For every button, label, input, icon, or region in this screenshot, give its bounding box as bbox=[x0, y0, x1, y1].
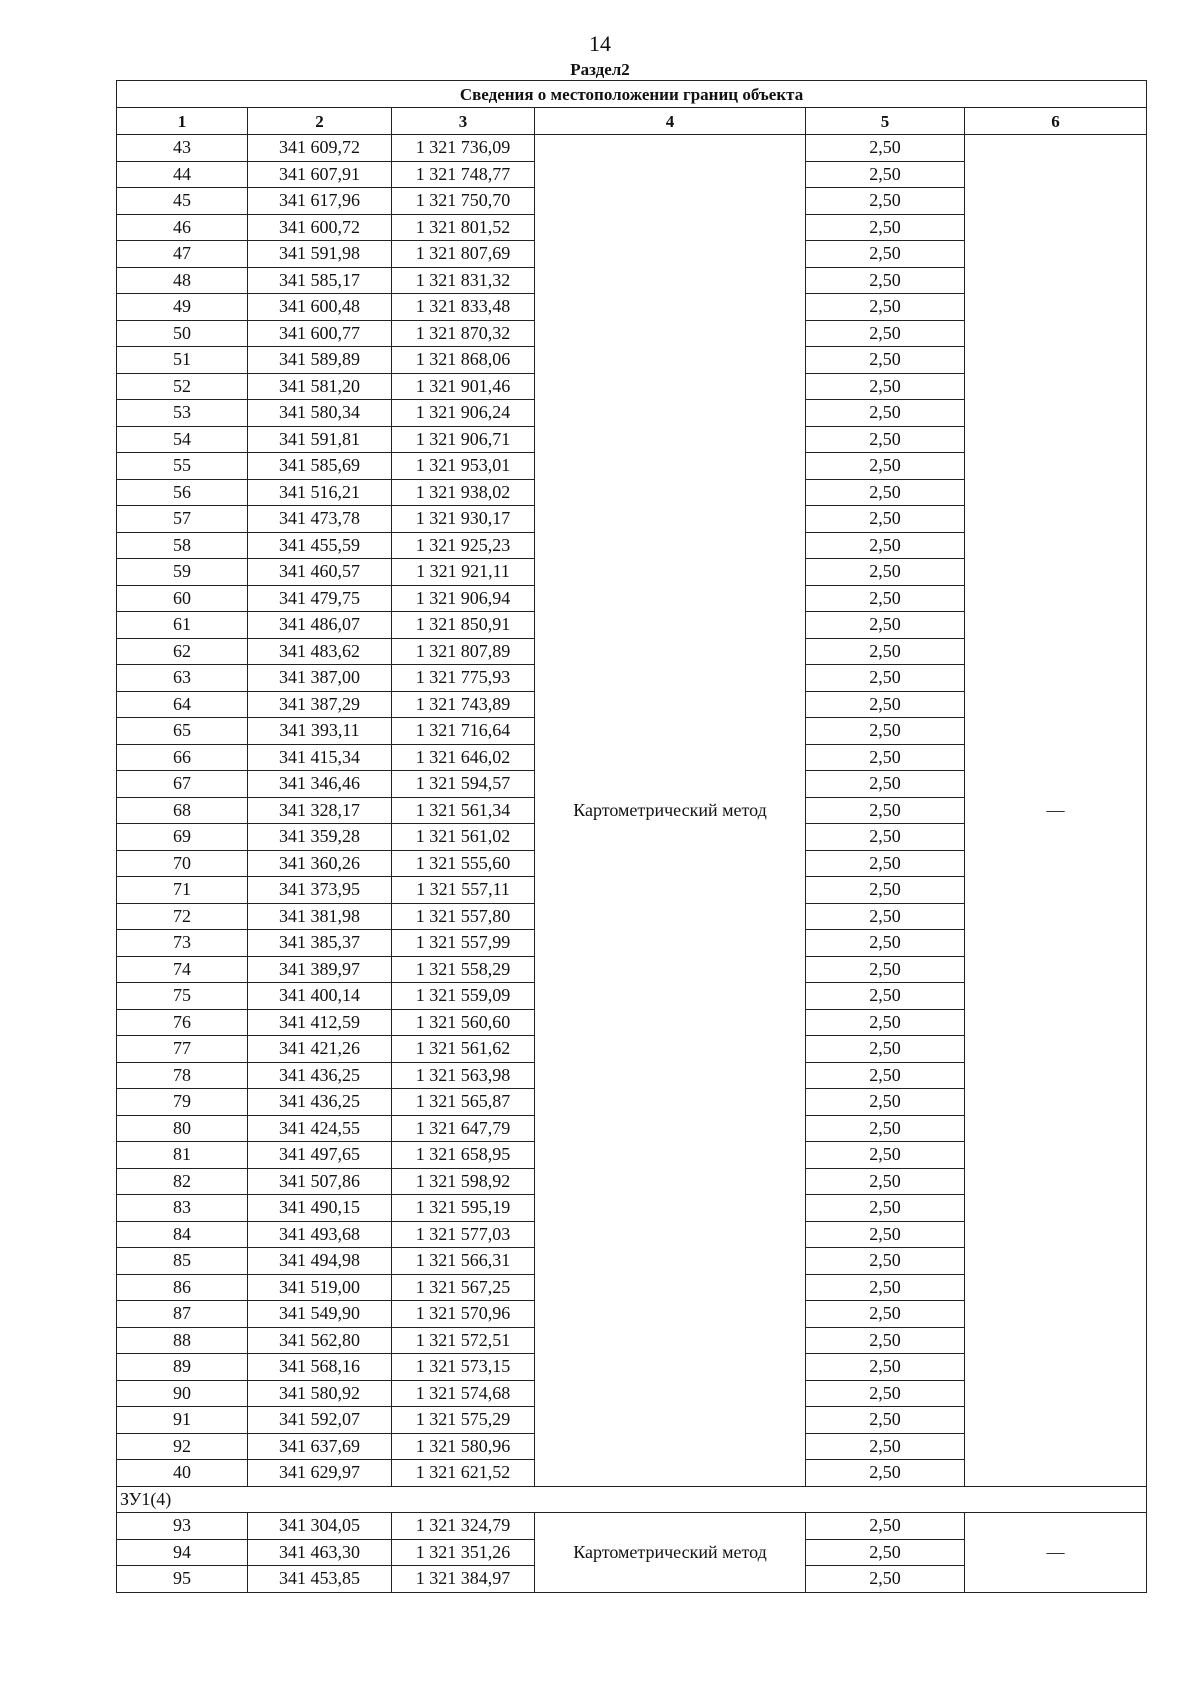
coordinate-y: 1 321 868,06 bbox=[392, 347, 535, 374]
coordinate-y: 1 321 324,79 bbox=[392, 1513, 535, 1540]
accuracy-value: 2,50 bbox=[806, 771, 965, 798]
accuracy-value: 2,50 bbox=[806, 1460, 965, 1487]
coordinate-y: 1 321 563,98 bbox=[392, 1062, 535, 1089]
point-number: 47 bbox=[117, 241, 248, 268]
column6-cell: — bbox=[965, 135, 1147, 1487]
table-caption-row bbox=[117, 81, 1147, 108]
accuracy-value: 2,50 bbox=[806, 1566, 965, 1593]
point-number: 82 bbox=[117, 1168, 248, 1195]
accuracy-value: 2,50 bbox=[806, 453, 965, 480]
coordinate-y: 1 321 559,09 bbox=[392, 983, 535, 1010]
accuracy-value: 2,50 bbox=[806, 585, 965, 612]
accuracy-value: 2,50 bbox=[806, 1354, 965, 1381]
point-number: 60 bbox=[117, 585, 248, 612]
coordinate-y: 1 321 870,32 bbox=[392, 320, 535, 347]
accuracy-value: 2,50 bbox=[806, 1115, 965, 1142]
coordinate-y: 1 321 572,51 bbox=[392, 1327, 535, 1354]
coordinate-y: 1 321 561,62 bbox=[392, 1036, 535, 1063]
accuracy-value: 2,50 bbox=[806, 135, 965, 162]
accuracy-value: 2,50 bbox=[806, 1221, 965, 1248]
point-number: 89 bbox=[117, 1354, 248, 1381]
accuracy-value: 2,50 bbox=[806, 744, 965, 771]
point-number: 64 bbox=[117, 691, 248, 718]
point-number: 49 bbox=[117, 294, 248, 321]
coordinate-y: 1 321 555,60 bbox=[392, 850, 535, 877]
coordinate-x: 341 600,72 bbox=[248, 214, 392, 241]
accuracy-value: 2,50 bbox=[806, 1433, 965, 1460]
coordinate-x: 341 589,89 bbox=[248, 347, 392, 374]
accuracy-value: 2,50 bbox=[806, 877, 965, 904]
point-number: 79 bbox=[117, 1089, 248, 1116]
accuracy-value: 2,50 bbox=[806, 665, 965, 692]
coordinate-y: 1 321 716,64 bbox=[392, 718, 535, 745]
point-number: 67 bbox=[117, 771, 248, 798]
coordinate-x: 341 617,96 bbox=[248, 188, 392, 215]
point-number: 77 bbox=[117, 1036, 248, 1063]
coordinate-x: 341 591,98 bbox=[248, 241, 392, 268]
coordinate-y: 1 321 595,19 bbox=[392, 1195, 535, 1222]
point-number: 56 bbox=[117, 479, 248, 506]
accuracy-value: 2,50 bbox=[806, 824, 965, 851]
coordinate-y: 1 321 906,24 bbox=[392, 400, 535, 427]
coordinate-y: 1 321 930,17 bbox=[392, 506, 535, 533]
coordinate-y: 1 321 953,01 bbox=[392, 453, 535, 480]
coordinate-x: 341 609,72 bbox=[248, 135, 392, 162]
point-number: 95 bbox=[117, 1566, 248, 1593]
point-number: 58 bbox=[117, 532, 248, 559]
accuracy-value: 2,50 bbox=[806, 400, 965, 427]
coordinate-y: 1 321 646,02 bbox=[392, 744, 535, 771]
page-number: 14 bbox=[589, 31, 611, 56]
point-number: 92 bbox=[117, 1433, 248, 1460]
coordinate-y: 1 321 743,89 bbox=[392, 691, 535, 718]
accuracy-value: 2,50 bbox=[806, 214, 965, 241]
coordinate-x: 341 389,97 bbox=[248, 956, 392, 983]
point-number: 75 bbox=[117, 983, 248, 1010]
coordinate-y: 1 321 807,89 bbox=[392, 638, 535, 665]
point-number: 81 bbox=[117, 1142, 248, 1169]
coordinate-y: 1 321 567,25 bbox=[392, 1274, 535, 1301]
accuracy-value: 2,50 bbox=[806, 983, 965, 1010]
method-cell: Картометрический метод bbox=[535, 1513, 806, 1593]
coordinate-x: 341 637,69 bbox=[248, 1433, 392, 1460]
point-number: 74 bbox=[117, 956, 248, 983]
column-header: 3 bbox=[392, 108, 535, 135]
point-number: 48 bbox=[117, 267, 248, 294]
coordinate-y: 1 321 577,03 bbox=[392, 1221, 535, 1248]
coordinates-table-container bbox=[116, 80, 1146, 1593]
coordinate-y: 1 321 748,77 bbox=[392, 161, 535, 188]
point-number: 45 bbox=[117, 188, 248, 215]
accuracy-value: 2,50 bbox=[806, 506, 965, 533]
point-number: 85 bbox=[117, 1248, 248, 1275]
point-number: 43 bbox=[117, 135, 248, 162]
coordinate-x: 341 490,15 bbox=[248, 1195, 392, 1222]
coordinate-x: 341 497,65 bbox=[248, 1142, 392, 1169]
coordinate-x: 341 346,46 bbox=[248, 771, 392, 798]
point-number: 46 bbox=[117, 214, 248, 241]
accuracy-value: 2,50 bbox=[806, 903, 965, 930]
method-cell: Картометрический метод bbox=[535, 135, 806, 1487]
coordinate-x: 341 436,25 bbox=[248, 1062, 392, 1089]
point-number: 71 bbox=[117, 877, 248, 904]
coordinate-y: 1 321 384,97 bbox=[392, 1566, 535, 1593]
coordinate-y: 1 321 736,09 bbox=[392, 135, 535, 162]
point-number: 53 bbox=[117, 400, 248, 427]
point-number: 80 bbox=[117, 1115, 248, 1142]
accuracy-value: 2,50 bbox=[806, 1036, 965, 1063]
section-title: Раздел2 bbox=[570, 60, 630, 79]
accuracy-value: 2,50 bbox=[806, 691, 965, 718]
coordinate-x: 341 415,34 bbox=[248, 744, 392, 771]
coordinate-x: 341 483,62 bbox=[248, 638, 392, 665]
accuracy-value: 2,50 bbox=[806, 532, 965, 559]
coordinate-y: 1 321 906,94 bbox=[392, 585, 535, 612]
coordinate-y: 1 321 580,96 bbox=[392, 1433, 535, 1460]
accuracy-value: 2,50 bbox=[806, 559, 965, 586]
coordinates-table bbox=[116, 80, 1147, 1593]
coordinate-y: 1 321 750,70 bbox=[392, 188, 535, 215]
coordinate-x: 341 580,92 bbox=[248, 1380, 392, 1407]
accuracy-value: 2,50 bbox=[806, 718, 965, 745]
coordinate-y: 1 321 921,11 bbox=[392, 559, 535, 586]
coordinate-x: 341 393,11 bbox=[248, 718, 392, 745]
point-number: 73 bbox=[117, 930, 248, 957]
coordinate-x: 341 453,85 bbox=[248, 1566, 392, 1593]
column-header: 4 bbox=[535, 108, 806, 135]
table-row bbox=[117, 1513, 1147, 1540]
point-number: 68 bbox=[117, 797, 248, 824]
coordinate-y: 1 321 558,29 bbox=[392, 956, 535, 983]
coordinate-x: 341 600,77 bbox=[248, 320, 392, 347]
coordinate-y: 1 321 901,46 bbox=[392, 373, 535, 400]
accuracy-value: 2,50 bbox=[806, 1301, 965, 1328]
column-header: 5 bbox=[806, 108, 965, 135]
coordinate-y: 1 321 575,29 bbox=[392, 1407, 535, 1434]
coordinate-x: 341 304,05 bbox=[248, 1513, 392, 1540]
coordinate-y: 1 321 561,34 bbox=[392, 797, 535, 824]
accuracy-value: 2,50 bbox=[806, 294, 965, 321]
coordinate-x: 341 580,34 bbox=[248, 400, 392, 427]
coordinate-x: 341 385,37 bbox=[248, 930, 392, 957]
point-number: 52 bbox=[117, 373, 248, 400]
point-number: 91 bbox=[117, 1407, 248, 1434]
table-row bbox=[117, 135, 1147, 162]
coordinate-x: 341 373,95 bbox=[248, 877, 392, 904]
coordinate-x: 341 562,80 bbox=[248, 1327, 392, 1354]
coordinate-x: 341 568,16 bbox=[248, 1354, 392, 1381]
table-caption: Сведения о местоположении границ объекта bbox=[117, 81, 1147, 108]
point-number: 65 bbox=[117, 718, 248, 745]
group-label: ЗУ1(4) bbox=[117, 1486, 1147, 1513]
coordinate-x: 341 519,00 bbox=[248, 1274, 392, 1301]
coordinate-y: 1 321 621,52 bbox=[392, 1460, 535, 1487]
point-number: 76 bbox=[117, 1009, 248, 1036]
coordinate-x: 341 360,26 bbox=[248, 850, 392, 877]
coordinate-y: 1 321 938,02 bbox=[392, 479, 535, 506]
coordinate-y: 1 321 557,80 bbox=[392, 903, 535, 930]
coordinate-x: 341 607,91 bbox=[248, 161, 392, 188]
coordinate-x: 341 591,81 bbox=[248, 426, 392, 453]
coordinate-y: 1 321 801,52 bbox=[392, 214, 535, 241]
point-number: 54 bbox=[117, 426, 248, 453]
coordinate-x: 341 328,17 bbox=[248, 797, 392, 824]
accuracy-value: 2,50 bbox=[806, 426, 965, 453]
accuracy-value: 2,50 bbox=[806, 638, 965, 665]
coordinate-x: 341 359,28 bbox=[248, 824, 392, 851]
accuracy-value: 2,50 bbox=[806, 1062, 965, 1089]
point-number: 63 bbox=[117, 665, 248, 692]
accuracy-value: 2,50 bbox=[806, 1407, 965, 1434]
coordinate-x: 341 460,57 bbox=[248, 559, 392, 586]
coordinate-x: 341 424,55 bbox=[248, 1115, 392, 1142]
coordinate-y: 1 321 594,57 bbox=[392, 771, 535, 798]
accuracy-value: 2,50 bbox=[806, 1539, 965, 1566]
coordinate-y: 1 321 574,68 bbox=[392, 1380, 535, 1407]
point-number: 90 bbox=[117, 1380, 248, 1407]
coordinate-y: 1 321 351,26 bbox=[392, 1539, 535, 1566]
coordinate-x: 341 585,17 bbox=[248, 267, 392, 294]
coordinate-y: 1 321 833,48 bbox=[392, 294, 535, 321]
coordinate-y: 1 321 570,96 bbox=[392, 1301, 535, 1328]
accuracy-value: 2,50 bbox=[806, 1327, 965, 1354]
column-header-row bbox=[117, 108, 1147, 135]
coordinate-y: 1 321 925,23 bbox=[392, 532, 535, 559]
coordinate-y: 1 321 557,11 bbox=[392, 877, 535, 904]
accuracy-value: 2,50 bbox=[806, 1274, 965, 1301]
point-number: 55 bbox=[117, 453, 248, 480]
coordinate-x: 341 381,98 bbox=[248, 903, 392, 930]
accuracy-value: 2,50 bbox=[806, 347, 965, 374]
coordinate-x: 341 486,07 bbox=[248, 612, 392, 639]
group-label-row bbox=[117, 1486, 1147, 1513]
column-header: 6 bbox=[965, 108, 1147, 135]
accuracy-value: 2,50 bbox=[806, 956, 965, 983]
coordinate-x: 341 400,14 bbox=[248, 983, 392, 1010]
accuracy-value: 2,50 bbox=[806, 797, 965, 824]
coordinate-x: 341 629,97 bbox=[248, 1460, 392, 1487]
coordinate-y: 1 321 775,93 bbox=[392, 665, 535, 692]
coordinate-x: 341 436,25 bbox=[248, 1089, 392, 1116]
point-number: 70 bbox=[117, 850, 248, 877]
accuracy-value: 2,50 bbox=[806, 1142, 965, 1169]
point-number: 83 bbox=[117, 1195, 248, 1222]
accuracy-value: 2,50 bbox=[806, 1380, 965, 1407]
coordinate-x: 341 421,26 bbox=[248, 1036, 392, 1063]
coordinate-y: 1 321 658,95 bbox=[392, 1142, 535, 1169]
coordinate-x: 341 473,78 bbox=[248, 506, 392, 533]
column-header: 1 bbox=[117, 108, 248, 135]
coordinate-y: 1 321 565,87 bbox=[392, 1089, 535, 1116]
point-number: 88 bbox=[117, 1327, 248, 1354]
coordinate-x: 341 494,98 bbox=[248, 1248, 392, 1275]
point-number: 87 bbox=[117, 1301, 248, 1328]
accuracy-value: 2,50 bbox=[806, 1089, 965, 1116]
coordinate-x: 341 387,29 bbox=[248, 691, 392, 718]
coordinate-y: 1 321 566,31 bbox=[392, 1248, 535, 1275]
coordinate-x: 341 585,69 bbox=[248, 453, 392, 480]
coordinate-x: 341 412,59 bbox=[248, 1009, 392, 1036]
coordinate-y: 1 321 831,32 bbox=[392, 267, 535, 294]
coordinate-x: 341 387,00 bbox=[248, 665, 392, 692]
coordinate-x: 341 549,90 bbox=[248, 1301, 392, 1328]
accuracy-value: 2,50 bbox=[806, 241, 965, 268]
coordinate-x: 341 493,68 bbox=[248, 1221, 392, 1248]
point-number: 72 bbox=[117, 903, 248, 930]
accuracy-value: 2,50 bbox=[806, 188, 965, 215]
point-number: 62 bbox=[117, 638, 248, 665]
accuracy-value: 2,50 bbox=[806, 479, 965, 506]
coordinate-x: 341 516,21 bbox=[248, 479, 392, 506]
accuracy-value: 2,50 bbox=[806, 1168, 965, 1195]
point-number: 57 bbox=[117, 506, 248, 533]
coordinate-x: 341 463,30 bbox=[248, 1539, 392, 1566]
coordinate-x: 341 581,20 bbox=[248, 373, 392, 400]
column6-cell: — bbox=[965, 1513, 1147, 1593]
coordinate-y: 1 321 647,79 bbox=[392, 1115, 535, 1142]
point-number: 51 bbox=[117, 347, 248, 374]
column-header: 2 bbox=[248, 108, 392, 135]
accuracy-value: 2,50 bbox=[806, 850, 965, 877]
coordinate-x: 341 592,07 bbox=[248, 1407, 392, 1434]
point-number: 40 bbox=[117, 1460, 248, 1487]
point-number: 84 bbox=[117, 1221, 248, 1248]
accuracy-value: 2,50 bbox=[806, 1009, 965, 1036]
coordinate-y: 1 321 598,92 bbox=[392, 1168, 535, 1195]
coordinate-y: 1 321 906,71 bbox=[392, 426, 535, 453]
coordinate-y: 1 321 560,60 bbox=[392, 1009, 535, 1036]
point-number: 93 bbox=[117, 1513, 248, 1540]
coordinate-y: 1 321 561,02 bbox=[392, 824, 535, 851]
coordinate-x: 341 455,59 bbox=[248, 532, 392, 559]
accuracy-value: 2,50 bbox=[806, 1513, 965, 1540]
point-number: 86 bbox=[117, 1274, 248, 1301]
point-number: 66 bbox=[117, 744, 248, 771]
point-number: 44 bbox=[117, 161, 248, 188]
accuracy-value: 2,50 bbox=[806, 373, 965, 400]
coordinate-x: 341 600,48 bbox=[248, 294, 392, 321]
point-number: 94 bbox=[117, 1539, 248, 1566]
coordinate-y: 1 321 573,15 bbox=[392, 1354, 535, 1381]
accuracy-value: 2,50 bbox=[806, 267, 965, 294]
coordinate-y: 1 321 807,69 bbox=[392, 241, 535, 268]
point-number: 69 bbox=[117, 824, 248, 851]
coordinate-x: 341 479,75 bbox=[248, 585, 392, 612]
point-number: 59 bbox=[117, 559, 248, 586]
accuracy-value: 2,50 bbox=[806, 612, 965, 639]
accuracy-value: 2,50 bbox=[806, 1195, 965, 1222]
accuracy-value: 2,50 bbox=[806, 930, 965, 957]
accuracy-value: 2,50 bbox=[806, 320, 965, 347]
coordinate-y: 1 321 557,99 bbox=[392, 930, 535, 957]
coordinate-x: 341 507,86 bbox=[248, 1168, 392, 1195]
accuracy-value: 2,50 bbox=[806, 1248, 965, 1275]
point-number: 61 bbox=[117, 612, 248, 639]
point-number: 78 bbox=[117, 1062, 248, 1089]
accuracy-value: 2,50 bbox=[806, 161, 965, 188]
point-number: 50 bbox=[117, 320, 248, 347]
coordinate-y: 1 321 850,91 bbox=[392, 612, 535, 639]
